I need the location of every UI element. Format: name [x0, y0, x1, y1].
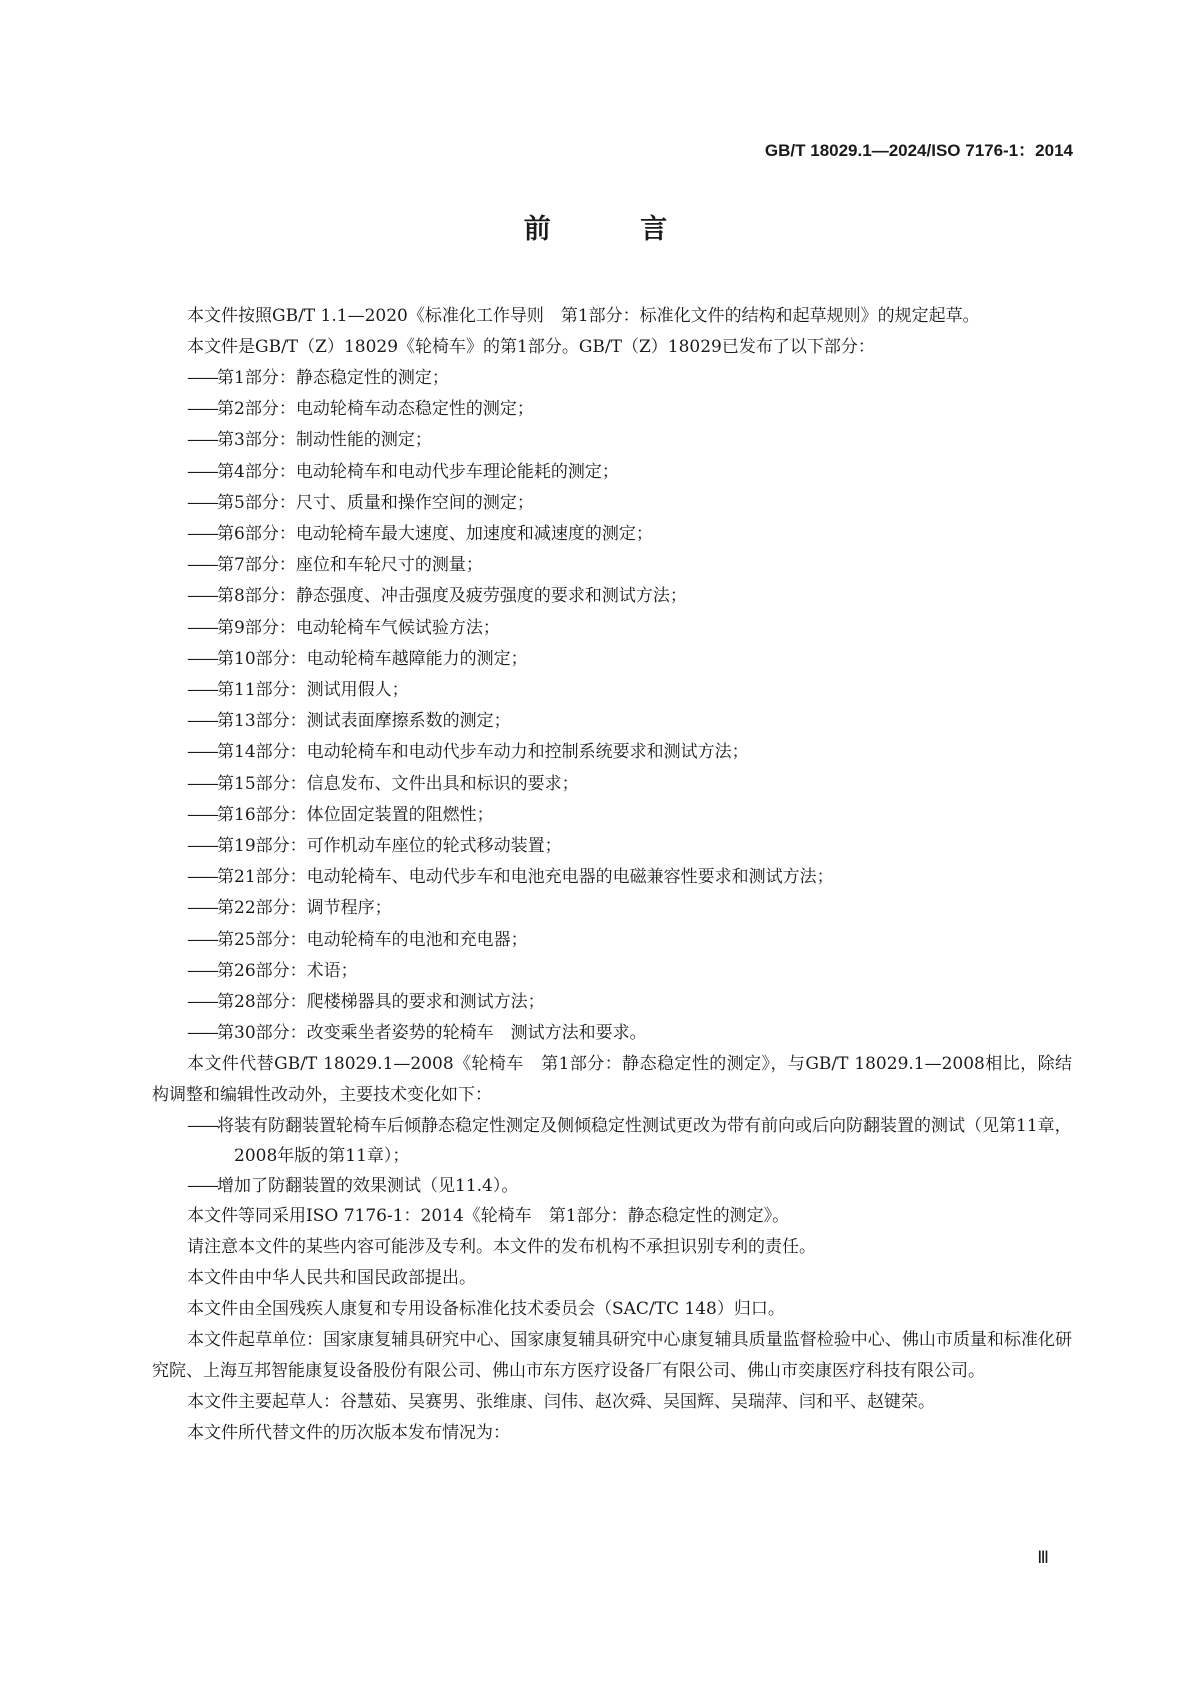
paragraph-series-intro: 本文件是GB/T（Z）18029《轮椅车》的第1部分。GB/T（Z）18029已发布了以下部分： [187, 337, 875, 357]
part-item [152, 425, 1072, 456]
part-item [152, 519, 1072, 550]
part-item-text: 第26部分：术语； [217, 960, 358, 981]
list-dash: —— [187, 461, 217, 482]
list-dash: —— [187, 960, 217, 981]
list-dash: —— [187, 555, 217, 576]
standard-code: GB/T 18029.1—2024/ISO 7176-1：2014 [764, 141, 1073, 160]
part-item-text: 第25部分：电动轮椅车的电池和充电器； [217, 929, 528, 950]
paragraph-patent-notice: 请注意本文件的某些内容可能涉及专利。本文件的发布机构不承担识别专利的责任。 [187, 1237, 816, 1258]
list-dash: —— [187, 929, 217, 950]
change-item-text: 将装有防翻装置轮椅车后倾静态稳定性测定及侧倾稳定性测试更改为带有前向或后向防翻装置的测试（见第11章，2008年版的第11章）； [217, 1116, 1072, 1167]
part-item [152, 800, 1072, 831]
list-dash: —— [187, 711, 217, 732]
list-dash: —— [187, 867, 217, 888]
part-item [152, 862, 1072, 893]
list-dash: —— [187, 742, 217, 763]
list-dash: —— [187, 1116, 217, 1137]
list-dash: —— [187, 430, 217, 451]
change-item [152, 1171, 1072, 1201]
paragraph-drafting-units: 本文件起草单位：国家康复辅具研究中心、国家康复辅具研究中心康复辅具质量监督检验中心、佛山市质量和标准化研究院、上海互邦智能康复设备股份有限公司、佛山市东方医疗设备厂有限公司、佛山市奕康医疗科技有限公司。 [152, 1330, 1072, 1382]
paragraph-proposer: 本文件由中华人民共和国民政部提出。 [187, 1268, 476, 1289]
list-dash: —— [187, 898, 217, 919]
part-item [152, 925, 1072, 956]
document-body [152, 301, 1072, 1449]
paragraph-drafters: 本文件主要起草人：谷慧茹、吴赛男、张维康、闫伟、赵次舜、吴国辉、吴瑞萍、闫和平、赵键荣。 [187, 1392, 935, 1413]
list-dash: —— [187, 586, 217, 607]
list-dash: —— [187, 804, 217, 825]
part-item-text: 第13部分：测试表面摩擦系数的测定； [217, 711, 511, 732]
part-item-text: 第8部分：静态强度、冲击强度及疲劳强度的要求和测试方法； [217, 586, 687, 607]
part-item [152, 675, 1072, 706]
part-item-text: 第9部分：电动轮椅车气候试验方法； [217, 617, 500, 638]
part-item [152, 613, 1072, 644]
part-item [152, 769, 1072, 800]
part-item-text: 第2部分：电动轮椅车动态稳定性的测定； [217, 399, 534, 420]
part-item-text: 第4部分：电动轮椅车和电动代步车理论能耗的测定； [217, 461, 619, 482]
part-item [152, 550, 1072, 581]
changes-list [152, 1111, 1072, 1201]
part-item [152, 1018, 1072, 1049]
part-item-text: 第5部分：尺寸、质量和操作空间的测定； [217, 492, 534, 513]
part-item-text: 第3部分：制动性能的测定； [217, 430, 432, 451]
list-dash: —— [187, 836, 217, 857]
part-item [152, 394, 1072, 425]
parts-list [152, 363, 1072, 1049]
paragraph-replacement: 本文件代替GB/T 18029.1—2008《轮椅车 第1部分：静态稳定性的测定》，与GB/T 18029.1—2008相比，除结构调整和编辑性改动外，主要技术变化如下： [152, 1054, 1072, 1106]
part-item [152, 893, 1072, 924]
part-item-text: 第10部分：电动轮椅车越障能力的测定； [217, 648, 528, 669]
part-item-text: 第30部分：改变乘坐者姿势的轮椅车 测试方法和要求。 [217, 1023, 647, 1044]
list-dash: —— [187, 399, 217, 420]
list-dash: —— [187, 492, 217, 513]
part-item-text: 第1部分：静态稳定性的测定； [217, 368, 449, 388]
paragraph-history: 本文件所代替文件的历次版本发布情况为： [187, 1423, 510, 1444]
list-dash: —— [187, 1176, 217, 1197]
list-dash: —— [187, 648, 217, 669]
part-item-text: 第11部分：测试用假人； [217, 680, 409, 701]
part-item-text: 第7部分：座位和车轮尺寸的测量； [217, 555, 483, 576]
list-dash: —— [187, 1023, 217, 1044]
part-item-text: 第22部分：调节程序； [217, 898, 392, 919]
change-item [152, 1111, 1072, 1171]
part-item-text: 第21部分：电动轮椅车、电动代步车和电池充电器的电磁兼容性要求和测试方法； [217, 867, 834, 888]
part-item [152, 457, 1072, 488]
paragraph-drafting-rules: 本文件按照GB/T 1.1—2020《标准化工作导则 第1部分：标准化文件的结构和起草规则》的规定起草。 [187, 306, 980, 326]
part-item-text: 第19部分：可作机动车座位的轮式移动装置； [217, 836, 562, 857]
part-item-text: 第16部分：体位固定装置的阻燃性； [217, 804, 494, 825]
part-item [152, 488, 1072, 519]
part-item-text: 第15部分：信息发布、文件出具和标识的要求； [217, 773, 579, 794]
part-item [152, 956, 1072, 987]
part-item [152, 987, 1072, 1018]
list-dash: —— [187, 368, 217, 388]
change-item-text: 增加了防翻装置的效果测试（见11.4）。 [217, 1176, 519, 1197]
page-title: 前 言 [523, 214, 708, 245]
list-dash: —— [187, 992, 217, 1013]
part-item [152, 581, 1072, 612]
list-dash: —— [187, 617, 217, 638]
paragraph-adoption: 本文件等同采用ISO 7176-1：2014《轮椅车 第1部分：静态稳定性的测定》。 [187, 1206, 790, 1227]
part-item-text: 第6部分：电动轮椅车最大速度、加速度和减速度的测定； [217, 524, 653, 545]
list-dash: —— [187, 773, 217, 794]
part-item-text: 第14部分：电动轮椅车和电动代步车动力和控制系统要求和测试方法； [217, 742, 749, 763]
list-dash: —— [187, 680, 217, 701]
page-number: Ⅲ [1037, 1548, 1049, 1567]
part-item [152, 737, 1072, 768]
part-item [152, 831, 1072, 862]
part-item [152, 644, 1072, 675]
part-item [152, 363, 1072, 394]
paragraph-committee: 本文件由全国残疾人康复和专用设备标准化技术委员会（SAC/TC 148）归口。 [187, 1299, 785, 1320]
part-item [152, 706, 1072, 737]
part-item-text: 第28部分：爬楼梯器具的要求和测试方法； [217, 992, 545, 1013]
list-dash: —— [187, 524, 217, 545]
